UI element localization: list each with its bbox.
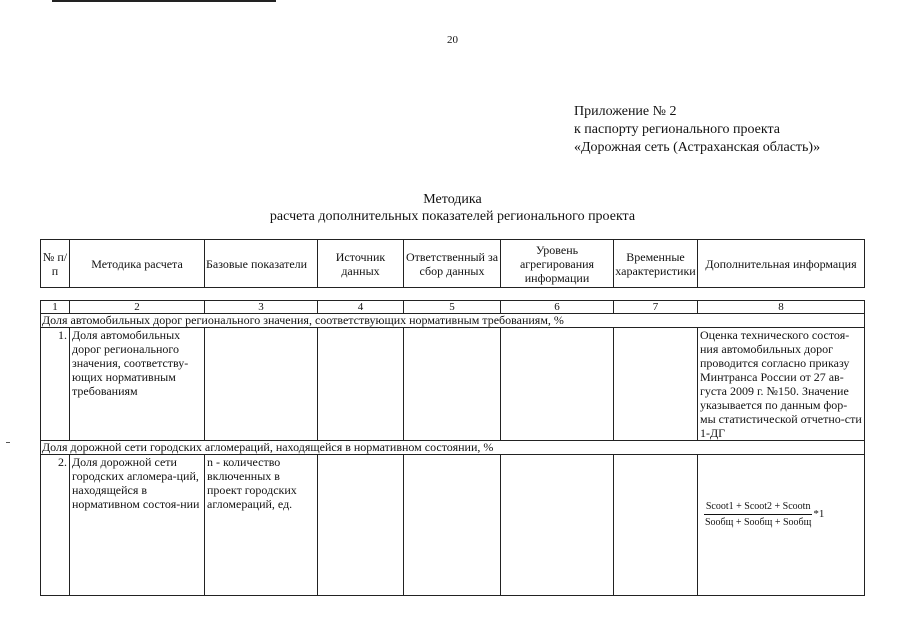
method-cell: Доля дорожной сети городских агломера-ций, находящейся в нормативном состоя-нии: [70, 455, 205, 596]
margin-tick: [6, 442, 10, 443]
source-cell: [318, 328, 404, 441]
formula-fraction: [704, 500, 812, 529]
column-number: 8: [698, 301, 865, 314]
header-row: [41, 240, 865, 288]
column-number: 3: [205, 301, 318, 314]
header-cell: Базовые показатели: [205, 240, 318, 288]
top-rule: [52, 0, 276, 2]
formula-denominator: Sообщ + Sообщ + Sообщ: [705, 517, 812, 528]
data-table: [40, 300, 865, 596]
column-number: 4: [318, 301, 404, 314]
section-title: Доля дорожной сети городских агломераций, находящейся в нормативном состоянии, %: [41, 441, 865, 455]
title-line-1: Методика: [423, 192, 482, 207]
info-cell: Оценка технического состоя-ния автомобильных дорог проводится согласно приказу Минтранса России от 27 ав-густа 2009 г. №150. Значение указывается по данным фор-мы статистической отчетно-сти 1-ДГ: [698, 328, 865, 441]
row-number: 2.: [41, 455, 70, 596]
appendix-block: [574, 103, 820, 157]
column-number: 7: [614, 301, 698, 314]
page-number: 20: [447, 34, 458, 46]
column-number: 5: [404, 301, 501, 314]
section-title: Доля автомобильных дорог регионального значения, соответствующих нормативным требованиям, %: [41, 314, 865, 328]
level-cell: [501, 455, 614, 596]
row-number: 1.: [41, 328, 70, 441]
header-cell: Временные характеристики: [614, 240, 698, 288]
header-cell: Ответственный за сбор данных: [404, 240, 501, 288]
header-cell: Источник данных: [318, 240, 404, 288]
section-row: [41, 314, 865, 328]
formula-numerator: Scoot1 + Scoot2 + Scootn: [704, 500, 812, 515]
column-number-row: [41, 301, 865, 314]
document-title: [0, 191, 905, 225]
header-table: [40, 239, 865, 288]
title-line-2: расчета дополнительных показателей регионального проекта: [269, 209, 636, 224]
appendix-line-3: «Дорожная сеть (Астраханская область)»: [574, 140, 821, 155]
header-cell: Уровень агрегирования информации: [501, 240, 614, 288]
level-cell: [501, 328, 614, 441]
time-cell: [614, 455, 698, 596]
header-cell: № п/п: [41, 240, 70, 288]
column-number: 2: [70, 301, 205, 314]
header-cell: Методика расчета: [70, 240, 205, 288]
column-number: 6: [501, 301, 614, 314]
method-cell: Доля автомобильных дорог регионального значения, соответству-ющих нормативным требованиям: [70, 328, 205, 441]
column-number: 1: [41, 301, 70, 314]
table-row: [41, 328, 865, 441]
formula: [704, 500, 824, 529]
responsible-cell: [404, 328, 501, 441]
time-cell: [614, 328, 698, 441]
info-cell: [698, 455, 865, 596]
source-cell: [318, 455, 404, 596]
table-row: [41, 455, 865, 596]
appendix-line-2: к паспорту регионального проекта: [574, 122, 780, 137]
appendix-line-1: Приложение № 2: [574, 104, 677, 119]
header-cell: Дополнительная информация: [698, 240, 865, 288]
responsible-cell: [404, 455, 501, 596]
section-row: [41, 441, 865, 455]
base-cell: n - количество включенных в проект городских агломераций, ед.: [205, 455, 318, 596]
formula-multiplier: *1: [813, 508, 825, 520]
base-cell: [205, 328, 318, 441]
